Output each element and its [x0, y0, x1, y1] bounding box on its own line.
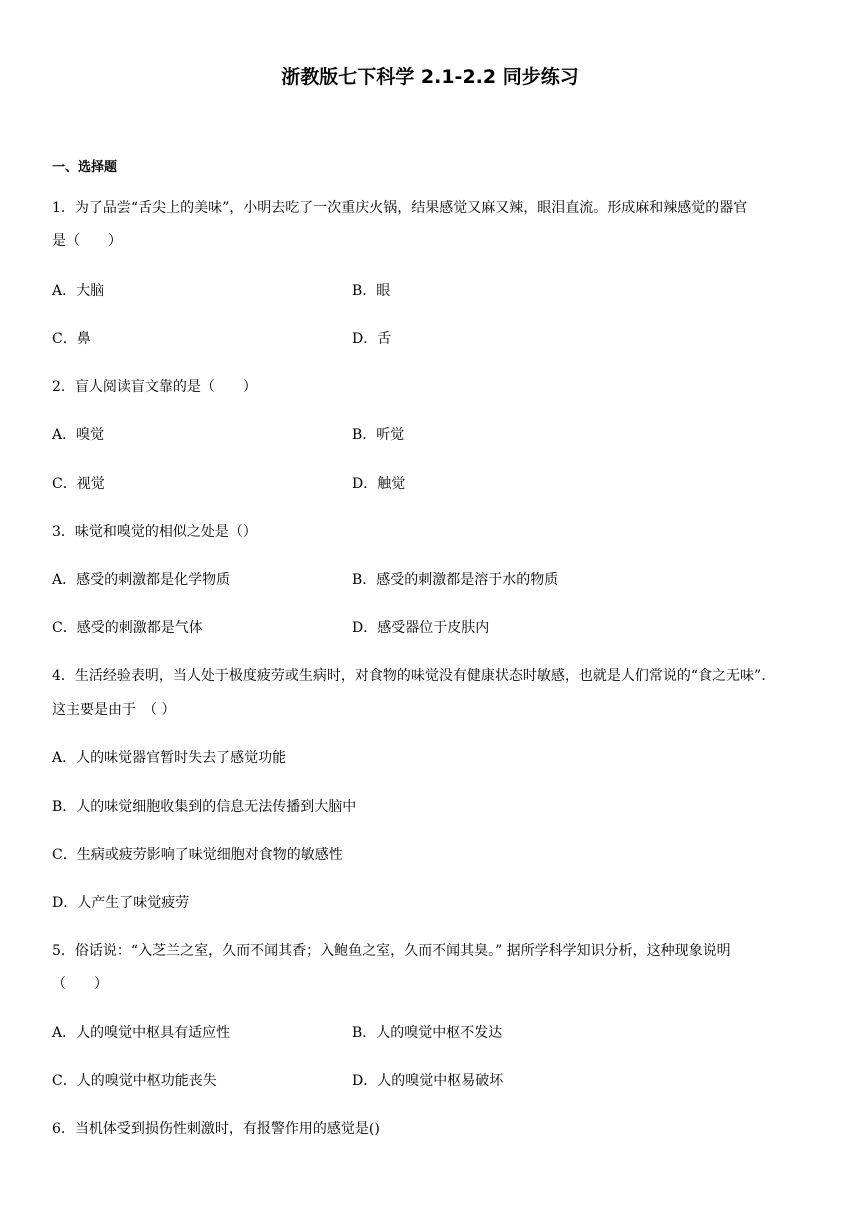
question-3-option-c: C．感受的刺激都是气体	[52, 620, 203, 636]
question-4-text-cont: 这主要是由于 （ ）	[52, 702, 176, 718]
question-4-option-d: D．人产生了味觉疲劳	[52, 895, 190, 911]
question-5-option-d: D．人的嗅觉中枢易破坏	[352, 1073, 504, 1089]
question-3-option-d: D．感受器位于皮肤内	[352, 620, 490, 636]
question-2-option-b: B．听觉	[352, 427, 405, 443]
question-1-option-d: D．舌	[352, 331, 392, 347]
question-4-option-b: B．人的味觉细胞收集到的信息无法传播到大脑中	[52, 799, 357, 815]
question-1-option-c: C．鼻	[52, 331, 91, 347]
question-1-option-a: A．大脑	[52, 283, 105, 299]
question-5-text: 5．俗话说：“入芝兰之室，久而不闻其香；入鲍鱼之室，久而不闻其臭。” 据所学科学知识分析，这种现象说明	[52, 943, 731, 959]
question-5-option-b: B．人的嗅觉中枢不发达	[352, 1025, 503, 1041]
question-5-option-c: C．人的嗅觉中枢功能丧失	[52, 1073, 217, 1089]
question-3-option-a: A．感受的刺激都是化学物质	[52, 572, 231, 588]
question-1-text-cont: 是（ ）	[52, 233, 122, 249]
question-2-option-d: D．触觉	[352, 476, 406, 492]
question-5-text-cont: （ ）	[52, 976, 108, 992]
question-4-option-a: A．人的味觉器官暂时失去了感觉功能	[52, 750, 287, 766]
question-4-text: 4．生活经验表明，当人处于极度疲劳或生病时，对食物的味觉没有健康状态时敏感，也就是人们常说的“食之无味”.	[52, 668, 766, 684]
question-1-option-b: B．眼	[352, 283, 391, 299]
question-1-text: 1．为了品尝“舌尖上的美味”，小明去吃了一次重庆火锅，结果感觉又麻又辣，眼泪直流。形成麻和辣感觉的器官	[52, 200, 748, 216]
question-3-option-b: B．感受的刺激都是溶于水的物质	[352, 572, 559, 588]
question-2-text: 2．盲人阅读盲文靠的是（ ）	[52, 379, 257, 395]
section-heading: 一、选择题	[52, 160, 118, 175]
question-6-text: 6．当机体受到损伤性刺激时，有报警作用的感觉是()	[52, 1121, 380, 1137]
question-2-option-a: A．嗅觉	[52, 427, 105, 443]
question-3-text: 3．味觉和嗅觉的相似之处是（）	[52, 524, 257, 540]
question-4-option-c: C．生病或疲劳影响了味觉细胞对食物的敏感性	[52, 847, 343, 863]
page-title: 浙教版七下科学 2.1-2.2 同步练习	[281, 66, 579, 88]
question-5-option-a: A．人的嗅觉中枢具有适应性	[52, 1025, 231, 1041]
question-2-option-c: C．视觉	[52, 476, 105, 492]
